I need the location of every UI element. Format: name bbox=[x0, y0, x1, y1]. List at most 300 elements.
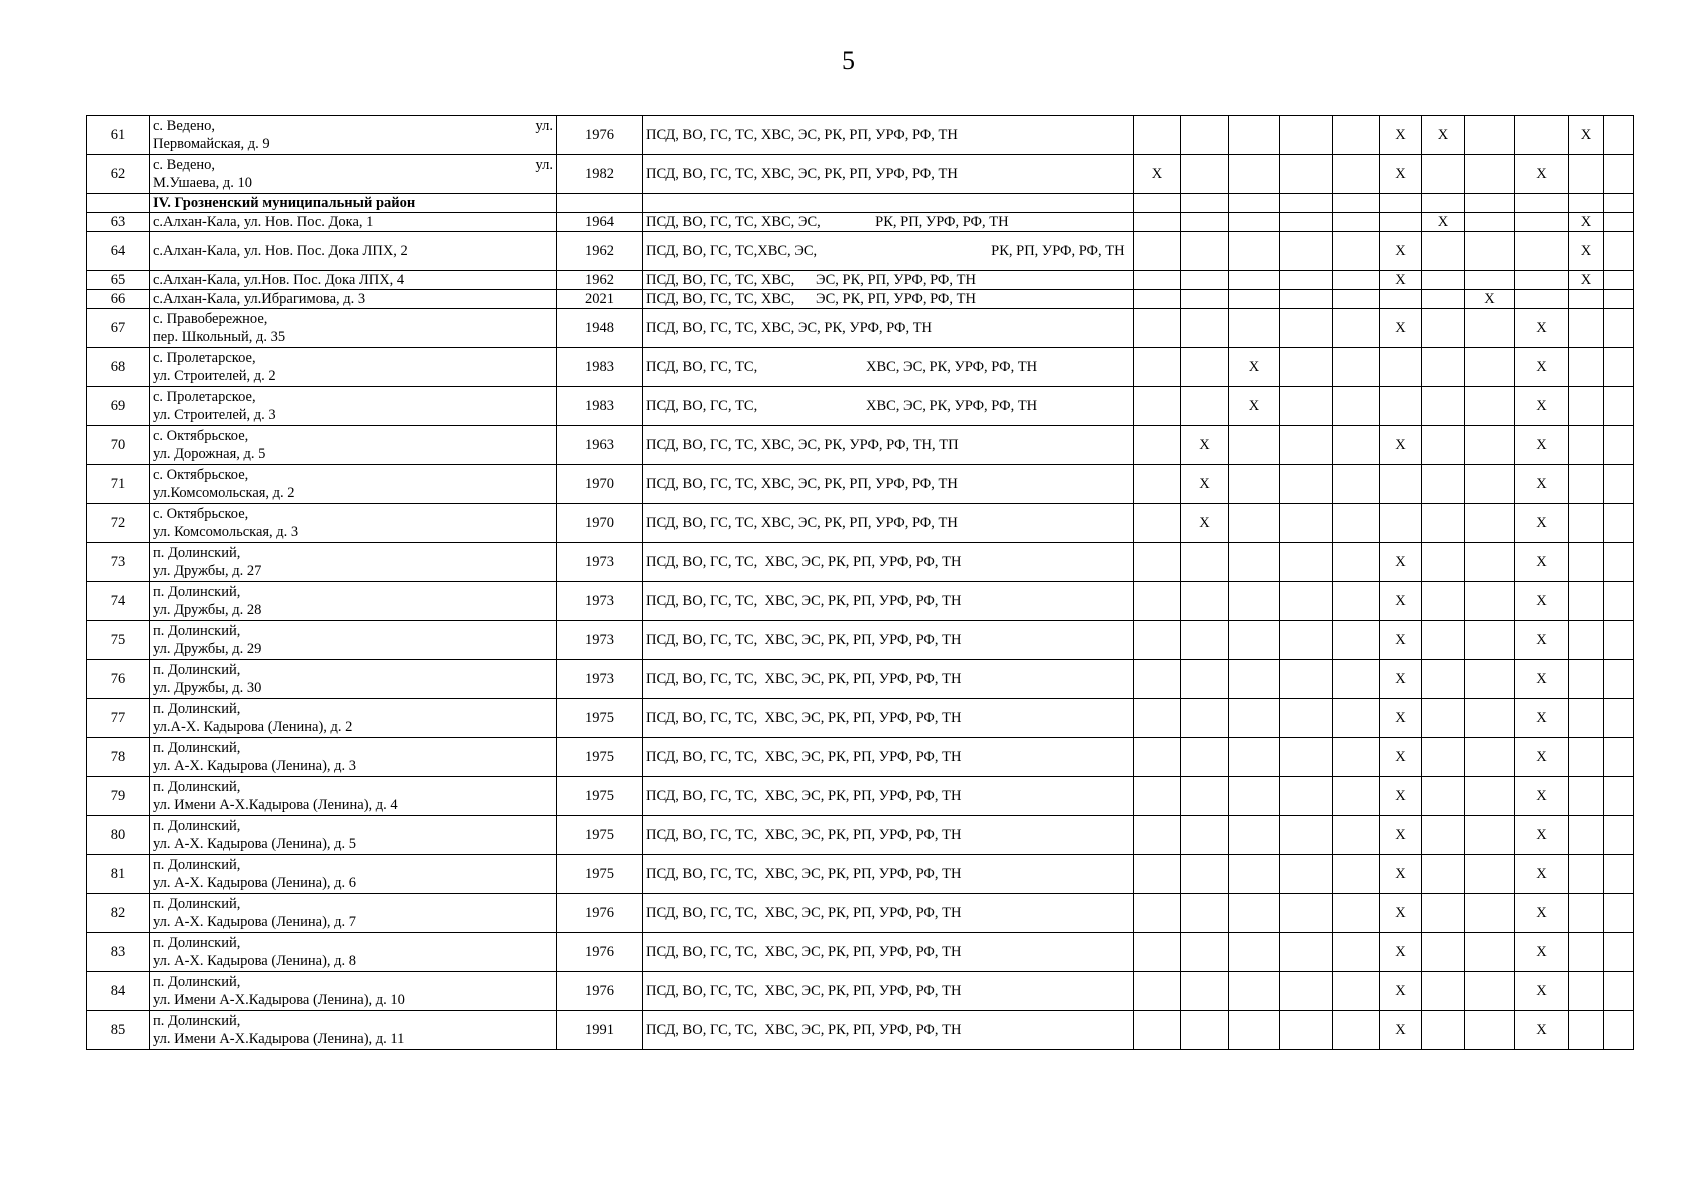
address-locality: п. Долинский, bbox=[153, 662, 241, 678]
mark-cell bbox=[1280, 1011, 1333, 1050]
mark-cell bbox=[1181, 933, 1229, 972]
address-street: ул. Строителей, д. 2 bbox=[153, 368, 276, 384]
mark-cell bbox=[1280, 465, 1333, 504]
address-cell bbox=[150, 738, 557, 777]
table-row bbox=[87, 290, 1634, 309]
mark-cell bbox=[1229, 699, 1280, 738]
mark-cell bbox=[1333, 290, 1380, 309]
mark-cell bbox=[1181, 232, 1229, 271]
mark-cell bbox=[1181, 213, 1229, 232]
mark-cell bbox=[1465, 738, 1515, 777]
address-line-1 bbox=[153, 117, 553, 135]
mark-cell bbox=[1465, 816, 1515, 855]
mark-cell bbox=[1422, 582, 1465, 621]
mark-cell bbox=[1134, 1011, 1181, 1050]
table-row bbox=[87, 621, 1634, 660]
row-number: 83 bbox=[87, 933, 150, 972]
mark-cell bbox=[1604, 1011, 1634, 1050]
mark-cell bbox=[1515, 290, 1569, 309]
mark-cell bbox=[1422, 232, 1465, 271]
address-cell bbox=[150, 660, 557, 699]
year-built: 1991 bbox=[557, 1011, 643, 1050]
year-built: 1976 bbox=[557, 972, 643, 1011]
mark-cell bbox=[1465, 894, 1515, 933]
year-built: 1973 bbox=[557, 621, 643, 660]
mark-cell bbox=[1181, 699, 1229, 738]
mark-cell bbox=[1604, 290, 1634, 309]
mark-cell: X bbox=[1422, 213, 1465, 232]
year-built: 1976 bbox=[557, 894, 643, 933]
mark-cell bbox=[1229, 465, 1280, 504]
address-locality: с. Пролетарское, bbox=[153, 389, 256, 405]
row-number: 67 bbox=[87, 309, 150, 348]
address-locality: п. Долинский, bbox=[153, 818, 241, 834]
table-row bbox=[87, 504, 1634, 543]
mark-cell bbox=[1229, 738, 1280, 777]
mark-cell bbox=[1380, 504, 1422, 543]
mark-cell bbox=[1422, 816, 1465, 855]
mark-cell: X bbox=[1515, 348, 1569, 387]
address-locality: с. Октябрьское, bbox=[153, 506, 249, 522]
address-cell bbox=[150, 348, 557, 387]
mark-cell: X bbox=[1380, 894, 1422, 933]
row-number: 84 bbox=[87, 972, 150, 1011]
mark-cell bbox=[1134, 116, 1181, 155]
address-line-1 bbox=[153, 739, 553, 757]
mark-cell bbox=[1229, 213, 1280, 232]
mark-cell bbox=[1134, 290, 1181, 309]
services-list: ПСД, ВО, ГС, ТС, ХВС, ЭС, РК, УРФ, РФ, ТН bbox=[643, 387, 1134, 426]
address-cell bbox=[150, 309, 557, 348]
mark-cell bbox=[1422, 933, 1465, 972]
mark-cell bbox=[1569, 972, 1604, 1011]
mark-cell bbox=[1515, 232, 1569, 271]
mark-cell bbox=[1229, 271, 1280, 290]
mark-cell bbox=[1569, 660, 1604, 699]
address-line-1 bbox=[153, 817, 553, 835]
address-line-1 bbox=[153, 583, 553, 601]
mark-cell bbox=[1465, 582, 1515, 621]
mark-cell bbox=[1333, 777, 1380, 816]
mark-cell bbox=[1181, 1011, 1229, 1050]
address-cell bbox=[150, 426, 557, 465]
mark-cell bbox=[1333, 213, 1380, 232]
year-built: 1963 bbox=[557, 426, 643, 465]
mark-cell: X bbox=[1515, 855, 1569, 894]
address-line-1 bbox=[153, 622, 553, 640]
mark-cell bbox=[1465, 504, 1515, 543]
year-built: 2021 bbox=[557, 290, 643, 309]
mark-cell bbox=[1515, 213, 1569, 232]
mark-cell bbox=[1515, 271, 1569, 290]
mark-cell bbox=[1134, 894, 1181, 933]
mark-cell bbox=[1333, 116, 1380, 155]
services-list: ПСД, ВО, ГС, ТС, ХВС, ЭС, РК, РП, УРФ, РФ, ТН bbox=[643, 699, 1134, 738]
address-line-1 bbox=[153, 349, 553, 367]
row-number: 85 bbox=[87, 1011, 150, 1050]
mark-cell bbox=[1134, 777, 1181, 816]
mark-cell: X bbox=[1515, 972, 1569, 1011]
mark-cell: X bbox=[1380, 972, 1422, 1011]
row-number: 71 bbox=[87, 465, 150, 504]
mark-cell: X bbox=[1515, 777, 1569, 816]
mark-cell bbox=[1333, 855, 1380, 894]
year-built: 1975 bbox=[557, 816, 643, 855]
mark-cell bbox=[1181, 543, 1229, 582]
mark-cell bbox=[1422, 155, 1465, 194]
table-row bbox=[87, 816, 1634, 855]
mark-cell bbox=[1181, 271, 1229, 290]
mark-cell bbox=[1422, 504, 1465, 543]
mark-cell bbox=[1333, 816, 1380, 855]
mark-cell bbox=[1604, 933, 1634, 972]
mark-cell bbox=[1569, 348, 1604, 387]
mark-cell bbox=[1280, 504, 1333, 543]
mark-cell bbox=[1181, 894, 1229, 933]
address-line-1 bbox=[153, 778, 553, 796]
row-number: 62 bbox=[87, 155, 150, 194]
mark-cell bbox=[1465, 426, 1515, 465]
table-row bbox=[87, 426, 1634, 465]
mark-cell bbox=[1134, 271, 1181, 290]
mark-cell bbox=[1181, 348, 1229, 387]
mark-cell bbox=[1229, 426, 1280, 465]
table-row bbox=[87, 933, 1634, 972]
mark-cell bbox=[1134, 387, 1181, 426]
year-built: 1970 bbox=[557, 504, 643, 543]
address-locality: п. Долинский, bbox=[153, 701, 241, 717]
address-cell bbox=[150, 213, 557, 232]
mark-cell bbox=[1465, 699, 1515, 738]
table-row bbox=[87, 777, 1634, 816]
year-built: 1973 bbox=[557, 582, 643, 621]
mark-cell bbox=[1181, 855, 1229, 894]
services-list: ПСД, ВО, ГС, ТС, ХВС, ЭС, РК, РП, УРФ, РФ, ТН bbox=[643, 855, 1134, 894]
mark-cell bbox=[1380, 348, 1422, 387]
mark-cell: X bbox=[1380, 232, 1422, 271]
mark-cell bbox=[1422, 738, 1465, 777]
address-street: ул. Дорожная, д. 5 bbox=[153, 446, 266, 462]
year-built: 1962 bbox=[557, 271, 643, 290]
services-list: ПСД, ВО, ГС, ТС,ХВС, ЭС, РК, РП, УРФ, РФ, ТН bbox=[643, 232, 1134, 271]
services-list: ПСД, ВО, ГС, ТС, ХВС, ЭС, РК, РП, УРФ, РФ, ТН bbox=[643, 621, 1134, 660]
mark-cell bbox=[1422, 426, 1465, 465]
address-locality: с. Ведено, bbox=[153, 118, 216, 134]
mark-cell bbox=[1569, 894, 1604, 933]
mark-cell: X bbox=[1515, 621, 1569, 660]
mark-cell bbox=[1134, 738, 1181, 777]
year-built: 1976 bbox=[557, 933, 643, 972]
mark-cell: X bbox=[1181, 465, 1229, 504]
mark-cell bbox=[1604, 387, 1634, 426]
mark-cell: X bbox=[1380, 816, 1422, 855]
section-header-row bbox=[87, 194, 1634, 213]
mark-cell bbox=[1280, 543, 1333, 582]
section-blank-cell bbox=[1604, 194, 1634, 213]
mark-cell bbox=[1604, 816, 1634, 855]
table-row bbox=[87, 387, 1634, 426]
mark-cell bbox=[1134, 582, 1181, 621]
mark-cell bbox=[1134, 972, 1181, 1011]
mark-cell bbox=[1229, 155, 1280, 194]
row-number: 77 bbox=[87, 699, 150, 738]
year-built: 1962 bbox=[557, 232, 643, 271]
services-list: ПСД, ВО, ГС, ТС, ХВС, ЭС, РК, РП, УРФ, РФ, ТН bbox=[643, 972, 1134, 1011]
year-built: 1973 bbox=[557, 660, 643, 699]
address-line-1 bbox=[153, 388, 553, 406]
mark-cell bbox=[1569, 816, 1604, 855]
section-num-cell bbox=[87, 194, 150, 213]
mark-cell bbox=[1333, 738, 1380, 777]
mark-cell: X bbox=[1515, 155, 1569, 194]
mark-cell bbox=[1465, 232, 1515, 271]
mark-cell bbox=[1333, 933, 1380, 972]
mark-cell bbox=[1229, 621, 1280, 660]
mark-cell: X bbox=[1380, 621, 1422, 660]
mark-cell bbox=[1134, 543, 1181, 582]
address-line-1 bbox=[153, 895, 553, 913]
mark-cell bbox=[1569, 309, 1604, 348]
mark-cell bbox=[1181, 621, 1229, 660]
mark-cell bbox=[1134, 348, 1181, 387]
address-locality: с.Алхан-Кала, ул. Нов. Пос. Дока ЛПХ, 2 bbox=[153, 243, 408, 259]
mark-cell bbox=[1422, 855, 1465, 894]
row-number: 82 bbox=[87, 894, 150, 933]
mark-cell: X bbox=[1465, 290, 1515, 309]
address-street: Первомайская, д. 9 bbox=[153, 136, 270, 152]
address-cell bbox=[150, 816, 557, 855]
mark-cell bbox=[1604, 426, 1634, 465]
mark-cell bbox=[1333, 660, 1380, 699]
mark-cell: X bbox=[1515, 738, 1569, 777]
row-number: 74 bbox=[87, 582, 150, 621]
address-street: ул. Дружбы, д. 30 bbox=[153, 680, 262, 696]
row-number: 63 bbox=[87, 213, 150, 232]
mark-cell bbox=[1604, 465, 1634, 504]
mark-cell bbox=[1134, 309, 1181, 348]
row-number: 61 bbox=[87, 116, 150, 155]
section-blank-cell bbox=[1229, 194, 1280, 213]
mark-cell bbox=[1604, 116, 1634, 155]
address-locality: с. Ведено, bbox=[153, 157, 216, 173]
table-row bbox=[87, 155, 1634, 194]
mark-cell: X bbox=[1134, 155, 1181, 194]
mark-cell bbox=[1134, 621, 1181, 660]
mark-cell bbox=[1569, 621, 1604, 660]
address-line-1 bbox=[153, 544, 553, 562]
section-blank-cell bbox=[557, 194, 643, 213]
mark-cell bbox=[1569, 465, 1604, 504]
table-row bbox=[87, 213, 1634, 232]
mark-cell bbox=[1604, 348, 1634, 387]
address-street: ул. А-Х. Кадырова (Ленина), д. 7 bbox=[153, 914, 357, 930]
mark-cell bbox=[1229, 660, 1280, 699]
row-number: 66 bbox=[87, 290, 150, 309]
mark-cell: X bbox=[1515, 504, 1569, 543]
address-street: ул.А-Х. Кадырова (Ленина), д. 2 bbox=[153, 719, 353, 735]
mark-cell bbox=[1333, 543, 1380, 582]
services-list: ПСД, ВО, ГС, ТС, ХВС, ЭС, РК, РП, УРФ, РФ, ТН bbox=[643, 777, 1134, 816]
mark-cell: X bbox=[1380, 155, 1422, 194]
mark-cell: X bbox=[1515, 933, 1569, 972]
services-list: ПСД, ВО, ГС, ТС, ХВС, ЭС, РК, РП, УРФ, РФ, ТН bbox=[643, 1011, 1134, 1050]
address-cell bbox=[150, 582, 557, 621]
section-blank-cell bbox=[643, 194, 1134, 213]
mark-cell bbox=[1422, 271, 1465, 290]
mark-cell bbox=[1604, 543, 1634, 582]
services-list: ПСД, ВО, ГС, ТС, ХВС, ЭС, РК, УРФ, РФ, ТН, ТП bbox=[643, 426, 1134, 465]
mark-cell bbox=[1569, 777, 1604, 816]
mark-cell bbox=[1134, 232, 1181, 271]
table-row bbox=[87, 271, 1634, 290]
address-line-1 bbox=[153, 934, 553, 952]
address-locality: п. Долинский, bbox=[153, 974, 241, 990]
mark-cell bbox=[1229, 232, 1280, 271]
address-cell bbox=[150, 271, 557, 290]
mark-cell bbox=[1333, 271, 1380, 290]
mark-cell: X bbox=[1380, 582, 1422, 621]
mark-cell bbox=[1280, 738, 1333, 777]
mark-cell bbox=[1422, 290, 1465, 309]
section-blank-cell bbox=[1380, 194, 1422, 213]
mark-cell bbox=[1134, 213, 1181, 232]
address-locality: п. Долинский, bbox=[153, 584, 241, 600]
address-cell bbox=[150, 972, 557, 1011]
year-built: 1948 bbox=[557, 309, 643, 348]
mark-cell bbox=[1280, 387, 1333, 426]
year-built: 1964 bbox=[557, 213, 643, 232]
mark-cell: X bbox=[1229, 348, 1280, 387]
year-built: 1983 bbox=[557, 387, 643, 426]
address-cell bbox=[150, 777, 557, 816]
mark-cell bbox=[1333, 1011, 1380, 1050]
mark-cell bbox=[1465, 116, 1515, 155]
mark-cell bbox=[1229, 855, 1280, 894]
mark-cell bbox=[1229, 777, 1280, 816]
mark-cell bbox=[1229, 504, 1280, 543]
address-cell bbox=[150, 543, 557, 582]
section-blank-cell bbox=[1569, 194, 1604, 213]
mark-cell bbox=[1181, 290, 1229, 309]
table-row bbox=[87, 738, 1634, 777]
table-row bbox=[87, 465, 1634, 504]
mark-cell bbox=[1380, 290, 1422, 309]
year-built: 1983 bbox=[557, 348, 643, 387]
mark-cell bbox=[1465, 387, 1515, 426]
address-line-1 bbox=[153, 214, 553, 231]
mark-cell bbox=[1181, 116, 1229, 155]
address-locality: п. Долинский, bbox=[153, 740, 241, 756]
mark-cell bbox=[1229, 290, 1280, 309]
address-cell bbox=[150, 155, 557, 194]
mark-cell bbox=[1280, 116, 1333, 155]
mark-cell bbox=[1333, 155, 1380, 194]
mark-cell bbox=[1604, 271, 1634, 290]
mark-cell bbox=[1465, 348, 1515, 387]
mark-cell: X bbox=[1515, 894, 1569, 933]
mark-cell: X bbox=[1422, 116, 1465, 155]
section-blank-cell bbox=[1422, 194, 1465, 213]
section-blank-cell bbox=[1515, 194, 1569, 213]
address-street: ул. А-Х. Кадырова (Ленина), д. 3 bbox=[153, 758, 357, 774]
mark-cell bbox=[1280, 855, 1333, 894]
mark-cell: X bbox=[1515, 543, 1569, 582]
address-line-1 bbox=[153, 427, 553, 445]
mark-cell bbox=[1604, 309, 1634, 348]
mark-cell bbox=[1604, 855, 1634, 894]
mark-cell: X bbox=[1569, 232, 1604, 271]
address-street: ул. Дружбы, д. 27 bbox=[153, 563, 262, 579]
address-line-1 bbox=[153, 466, 553, 484]
mark-cell bbox=[1422, 777, 1465, 816]
mark-cell bbox=[1280, 816, 1333, 855]
mark-cell bbox=[1280, 777, 1333, 816]
address-line-1 bbox=[153, 505, 553, 523]
address-locality: с. Октябрьское, bbox=[153, 428, 249, 444]
address-street-prefix: ул. bbox=[535, 157, 553, 173]
mark-cell bbox=[1333, 699, 1380, 738]
address-locality: п. Долинский, bbox=[153, 545, 241, 561]
mark-cell bbox=[1134, 465, 1181, 504]
address-locality: п. Долинский, bbox=[153, 896, 241, 912]
mark-cell bbox=[1280, 621, 1333, 660]
mark-cell bbox=[1422, 309, 1465, 348]
mark-cell: X bbox=[1181, 504, 1229, 543]
mark-cell bbox=[1465, 855, 1515, 894]
mark-cell bbox=[1569, 1011, 1604, 1050]
services-list: ПСД, ВО, ГС, ТС, ХВС, ЭС, РК, РП, УРФ, РФ, ТН bbox=[643, 582, 1134, 621]
row-number: 79 bbox=[87, 777, 150, 816]
table-row bbox=[87, 309, 1634, 348]
mark-cell bbox=[1380, 387, 1422, 426]
address-locality: п. Долинский, bbox=[153, 623, 241, 639]
services-list: ПСД, ВО, ГС, ТС, ХВС, ЭС, РК, РП, УРФ, РФ, ТН bbox=[643, 660, 1134, 699]
table-row bbox=[87, 855, 1634, 894]
address-cell bbox=[150, 290, 557, 309]
mark-cell bbox=[1229, 543, 1280, 582]
mark-cell bbox=[1280, 155, 1333, 194]
mark-cell bbox=[1229, 894, 1280, 933]
address-cell bbox=[150, 465, 557, 504]
mark-cell bbox=[1229, 582, 1280, 621]
mark-cell bbox=[1333, 504, 1380, 543]
row-number: 81 bbox=[87, 855, 150, 894]
mark-cell bbox=[1181, 816, 1229, 855]
mark-cell bbox=[1181, 777, 1229, 816]
mark-cell bbox=[1280, 894, 1333, 933]
row-number: 80 bbox=[87, 816, 150, 855]
mark-cell bbox=[1465, 933, 1515, 972]
mark-cell bbox=[1229, 972, 1280, 1011]
section-blank-cell bbox=[1181, 194, 1229, 213]
mark-cell bbox=[1181, 309, 1229, 348]
mark-cell bbox=[1604, 699, 1634, 738]
address-locality: с.Алхан-Кала, ул.Нов. Пос. Дока ЛПХ, 4 bbox=[153, 271, 405, 288]
mark-cell bbox=[1604, 777, 1634, 816]
mark-cell bbox=[1465, 155, 1515, 194]
mark-cell bbox=[1604, 894, 1634, 933]
address-cell bbox=[150, 504, 557, 543]
address-street: ул. Имени А-Х.Кадырова (Ленина), д. 10 bbox=[153, 992, 405, 1008]
mark-cell bbox=[1181, 660, 1229, 699]
mark-cell bbox=[1280, 213, 1333, 232]
mark-cell bbox=[1569, 387, 1604, 426]
row-number: 75 bbox=[87, 621, 150, 660]
mark-cell: X bbox=[1181, 426, 1229, 465]
services-list: ПСД, ВО, ГС, ТС, ХВС, ЭС, РК, РП, УРФ, РФ, ТН bbox=[643, 155, 1134, 194]
mark-cell bbox=[1569, 738, 1604, 777]
mark-cell: X bbox=[1380, 855, 1422, 894]
